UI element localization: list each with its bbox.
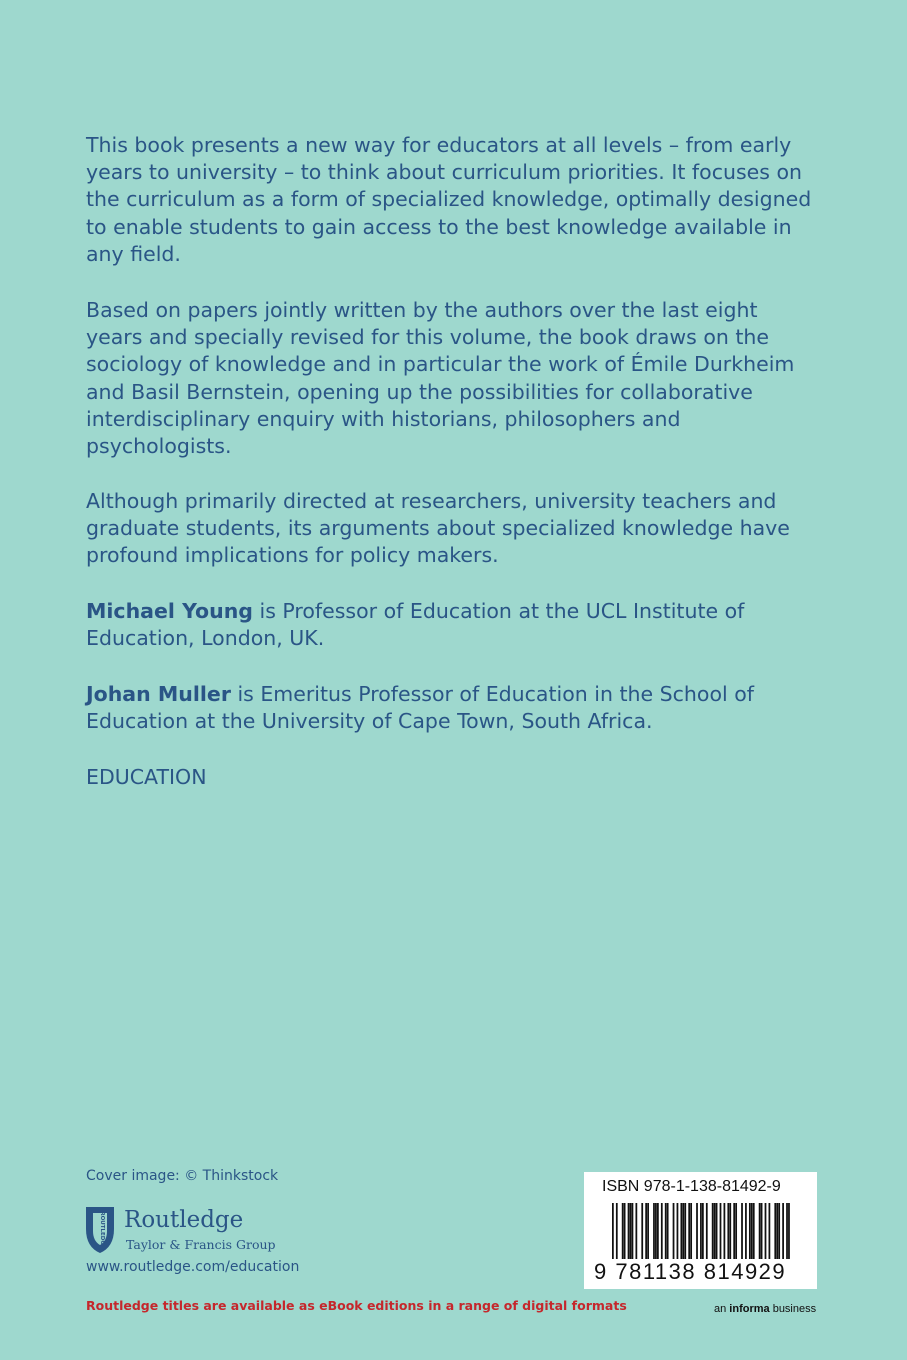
- description-paragraph-3: Although primarily directed at researchers, university teachers and graduate students, its arguments about specialized knowledge have profound implications for policy makers.: [86, 489, 790, 568]
- ebook-note: Routledge titles are available as eBook editions in a range of digital formats: [86, 1298, 627, 1313]
- routledge-shield-icon: [84, 1205, 116, 1255]
- informa-business-tagline: an informa business: [714, 1303, 817, 1315]
- isbn-digits: 9 781138 814929: [594, 1259, 787, 1284]
- publisher-name: Routledge: [124, 1207, 244, 1233]
- isbn-label: ISBN 978-1-138-81492-9: [602, 1178, 781, 1195]
- author-name: Michael Young: [86, 599, 253, 623]
- svg-text:ROUTLEDGE: ROUTLEDGE: [99, 1211, 105, 1249]
- author-bio-young: [86, 598, 816, 652]
- description-paragraph-1: This book presents a new way for educators at all levels – from early years to university – to think about curriculum priorities. It focuses on the curriculum as a form of specialized knowledge, optimally designed to enable students to gain access to the best knowledge available in any field.: [86, 133, 812, 266]
- author-name: Johan Muller: [86, 682, 231, 706]
- isbn-barcode-box: [584, 1172, 817, 1289]
- routledge-logo: [84, 1205, 304, 1257]
- barcode-icon: [612, 1203, 792, 1263]
- subject-category: EDUCATION: [86, 765, 207, 789]
- cover-credit: Cover image: © Thinkstock: [86, 1168, 279, 1184]
- publisher-url[interactable]: www.routledge.com/education: [86, 1259, 300, 1275]
- author-bio-text: is Professor of Education at the UCL Institute of Education, London, UK.: [86, 599, 745, 651]
- description-paragraph-2: Based on papers jointly written by the authors over the last eight years and specially revised for this volume, the book draws on the sociology of knowledge and in particular the work of Émile Durkheim and Basil Bernstein, opening up the possibilities for collaborative interdisciplinary enquiry with historians, philosophers and psychologists.: [86, 298, 795, 459]
- author-bio-text: is Emeritus Professor of Education in the School of Education at the University of Cape Town, South Africa.: [86, 682, 754, 734]
- author-bio-muller: [86, 681, 816, 735]
- publisher-group: Taylor & Francis Group: [126, 1237, 276, 1252]
